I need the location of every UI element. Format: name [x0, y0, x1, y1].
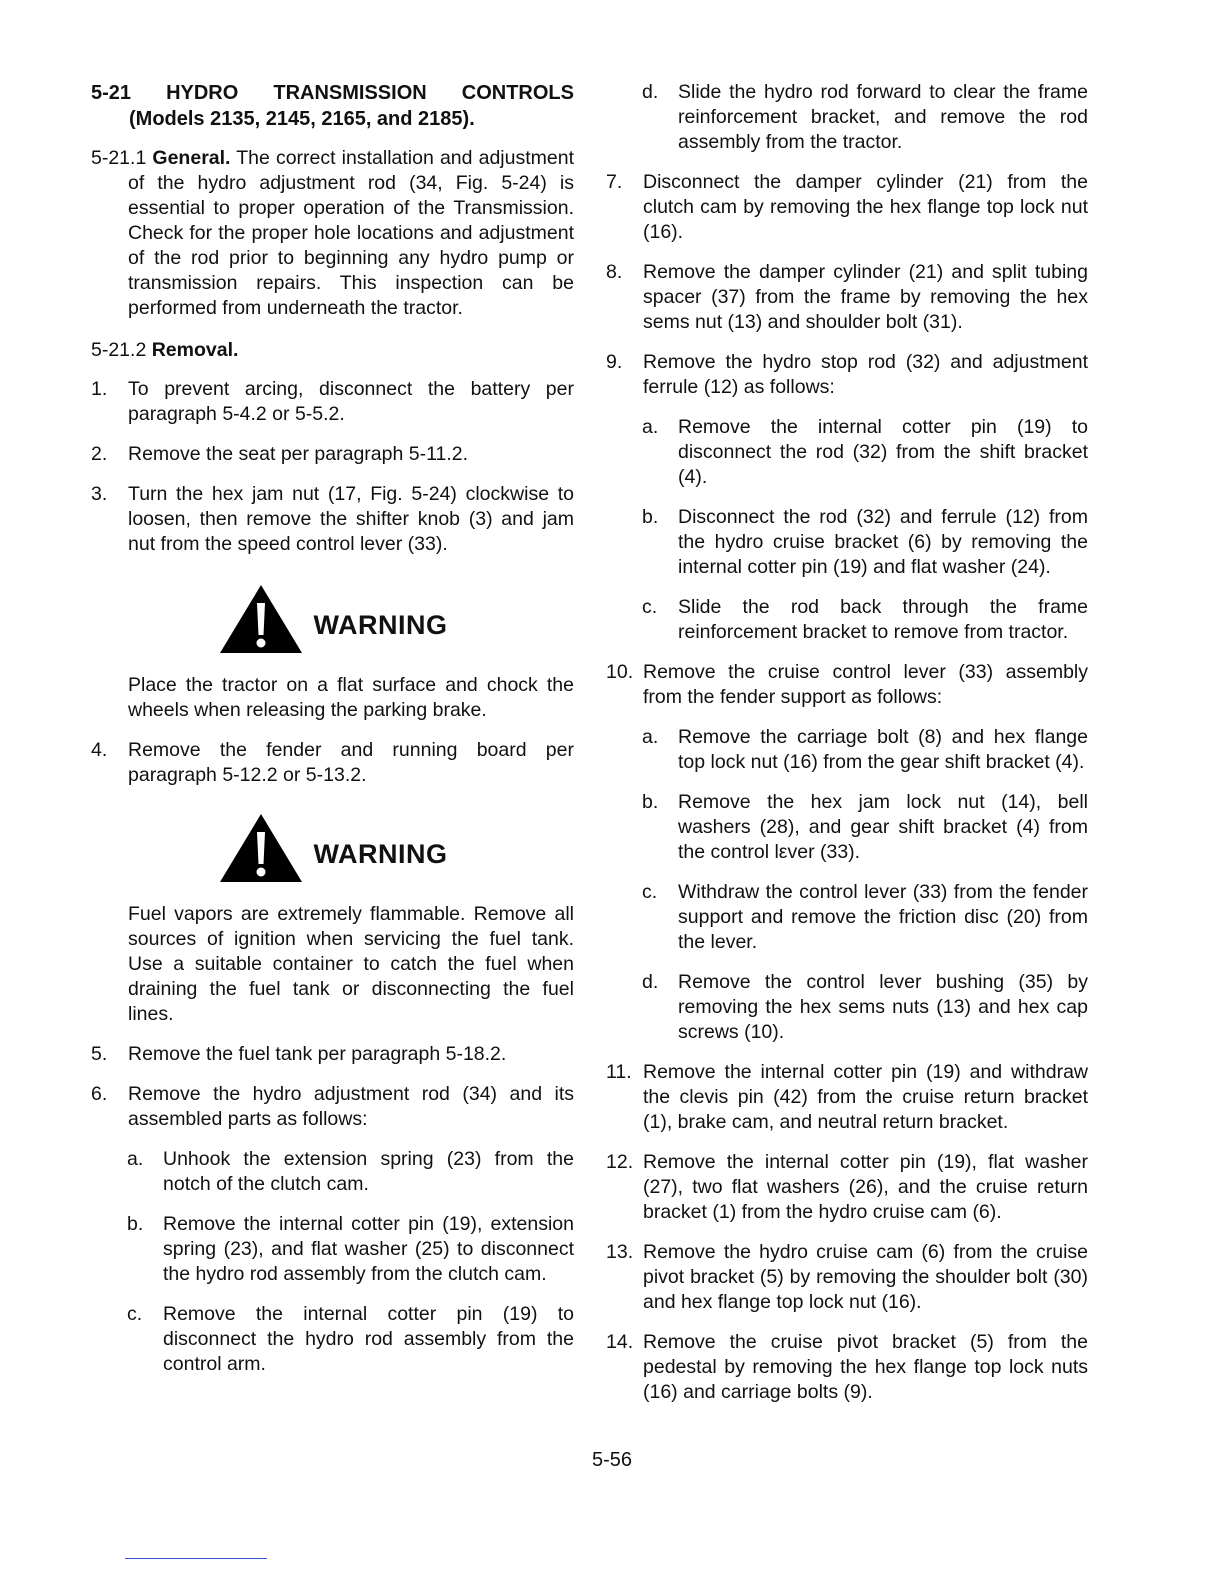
- heading-models: (Models 2135, 2145, 2165, and 2185).: [129, 108, 475, 130]
- right-column: [606, 80, 1088, 1405]
- step-9c: c. Slide the rod back through the frame reinforcement bracket to remove from tractor.: [642, 596, 1088, 643]
- step-9: 9. Remove the hydro stop rod (32) and adjustment ferrule (12) as follows:: [606, 351, 1088, 398]
- step-10d: d. Remove the control lever bushing (35) by removing the hex sems nuts (13) and hex cap screws (10).: [642, 971, 1088, 1043]
- warning-1-header: [91, 583, 574, 655]
- warning-2-text: Fuel vapors are extremely flammable. Remove all sources of ignition when servicing the fuel tank. Use a suitable container to catch the fuel when draining the fuel tank or disconnecting the fuel lines.: [128, 903, 574, 1025]
- step-10: 10. Remove the cruise control lever (33) assembly from the fender support as follows:: [606, 661, 1088, 708]
- step-6a: a. Unhook the extension spring (23) from the notch of the clutch cam.: [127, 1148, 574, 1195]
- step-6d: d. Slide the hydro rod forward to clear the frame reinforcement bracket, and remove the rod assembly from the tractor.: [642, 81, 1088, 153]
- subsection-removal: [91, 338, 574, 363]
- step-14: 14. Remove the cruise pivot bracket (5) from the pedestal by removing the hex flange top lock nuts (16) and carriage bolts (9).: [606, 1331, 1088, 1403]
- step-8: 8. Remove the damper cylinder (21) and split tubing spacer (37) from the frame by removing the hex sems nut (13) and shoulder bolt (31).: [606, 261, 1088, 333]
- warning-1-title: WARNING: [313, 609, 448, 640]
- step-13: 13. Remove the hydro cruise cam (6) from the cruise pivot bracket (5) by removing the shoulder bolt (30) and hex flange top lock nut (16).: [606, 1241, 1088, 1313]
- section-number: 5-21: [91, 82, 132, 104]
- step-9b: b. Disconnect the rod (32) and ferrule (12) from the hydro cruise bracket (6) by removing the internal cotter pin (19) and flat washer (24).: [642, 506, 1088, 578]
- step-4: 4. Remove the fender and running board per paragraph 5-12.2 or 5-13.2.: [91, 739, 574, 786]
- page-number: 5-56: [591, 1449, 633, 1471]
- general-number: 5-21.1: [91, 147, 147, 169]
- warning-2-header: [91, 812, 574, 884]
- warning-1-text: Place the tractor on a flat surface and chock the wheels when releasing the parking brake.: [128, 674, 574, 721]
- step-6b: b. Remove the internal cotter pin (19), extension spring (23), and flat washer (25) to disconnect the hydro rod assembly from the clutch cam.: [127, 1213, 574, 1285]
- footer-divider: [125, 1558, 267, 1559]
- general-text: The correct installation and adjustment of the hydro adjustment rod (34, Fig. 5-24) is essential to proper operation of the Transmission. Check for the proper hole locations and adjustment of the rod prior to beginning any hydro pump or transmission repairs. This inspection can be performed from underneath the tractor.: [128, 147, 574, 319]
- subsection-general: [91, 146, 574, 321]
- warning-triangle-icon: [218, 583, 304, 655]
- section-heading: [91, 80, 574, 132]
- step-12: 12. Remove the internal cotter pin (19), flat washer (27), two flat washers (26), and the cruise return bracket (1) from the hydro cruise cam (6).: [606, 1151, 1088, 1223]
- step-6: 6. Remove the hydro adjustment rod (34) and its assembled parts as follows:: [91, 1083, 574, 1130]
- warning-triangle-icon: [218, 812, 304, 884]
- removal-label: Removal.: [151, 339, 239, 361]
- left-column: [91, 80, 574, 1377]
- step-5: 5. Remove the fuel tank per paragraph 5-18.2.: [91, 1043, 507, 1065]
- general-label: General.: [152, 147, 231, 169]
- step-6c: c. Remove the internal cotter pin (19) to disconnect the hydro rod assembly from the control arm.: [127, 1303, 574, 1375]
- step-7: 7. Disconnect the damper cylinder (21) from the clutch cam by removing the hex flange top lock nut (16).: [606, 171, 1088, 243]
- step-10c: c. Withdraw the control lever (33) from the fender support and remove the friction disc (20) from the lever.: [642, 881, 1088, 953]
- step-11: 11. Remove the internal cotter pin (19) and withdraw the clevis pin (42) from the cruise return bracket (1), brake cam, and neutral return bracket.: [606, 1061, 1088, 1133]
- step-1: 1. To prevent arcing, disconnect the battery per paragraph 5-4.2 or 5-5.2.: [91, 378, 574, 425]
- heading-word-hydro: HYDRO: [166, 82, 239, 104]
- step-3: 3. Turn the hex jam nut (17, Fig. 5-24) clockwise to loosen, then remove the shifter knob (3) and jam nut from the speed control lever (33).: [91, 483, 574, 555]
- removal-number: 5-21.2: [91, 339, 147, 361]
- heading-word-controls: CONTROLS: [461, 82, 574, 104]
- step-2: 2. Remove the seat per paragraph 5-11.2.: [91, 443, 469, 465]
- step-10b: b. Remove the hex jam lock nut (14), bell washers (28), and gear shift bracket (4) from the control lεver (33).: [642, 791, 1088, 863]
- heading-word-transmission: TRANSMISSION: [273, 82, 427, 104]
- step-9a: a. Remove the internal cotter pin (19) to disconnect the rod (32) from the shift bracket (4).: [642, 416, 1088, 488]
- step-10a: a. Remove the carriage bolt (8) and hex flange top lock nut (16) from the gear shift bracket (4).: [642, 726, 1088, 773]
- warning-2-title: WARNING: [313, 838, 448, 869]
